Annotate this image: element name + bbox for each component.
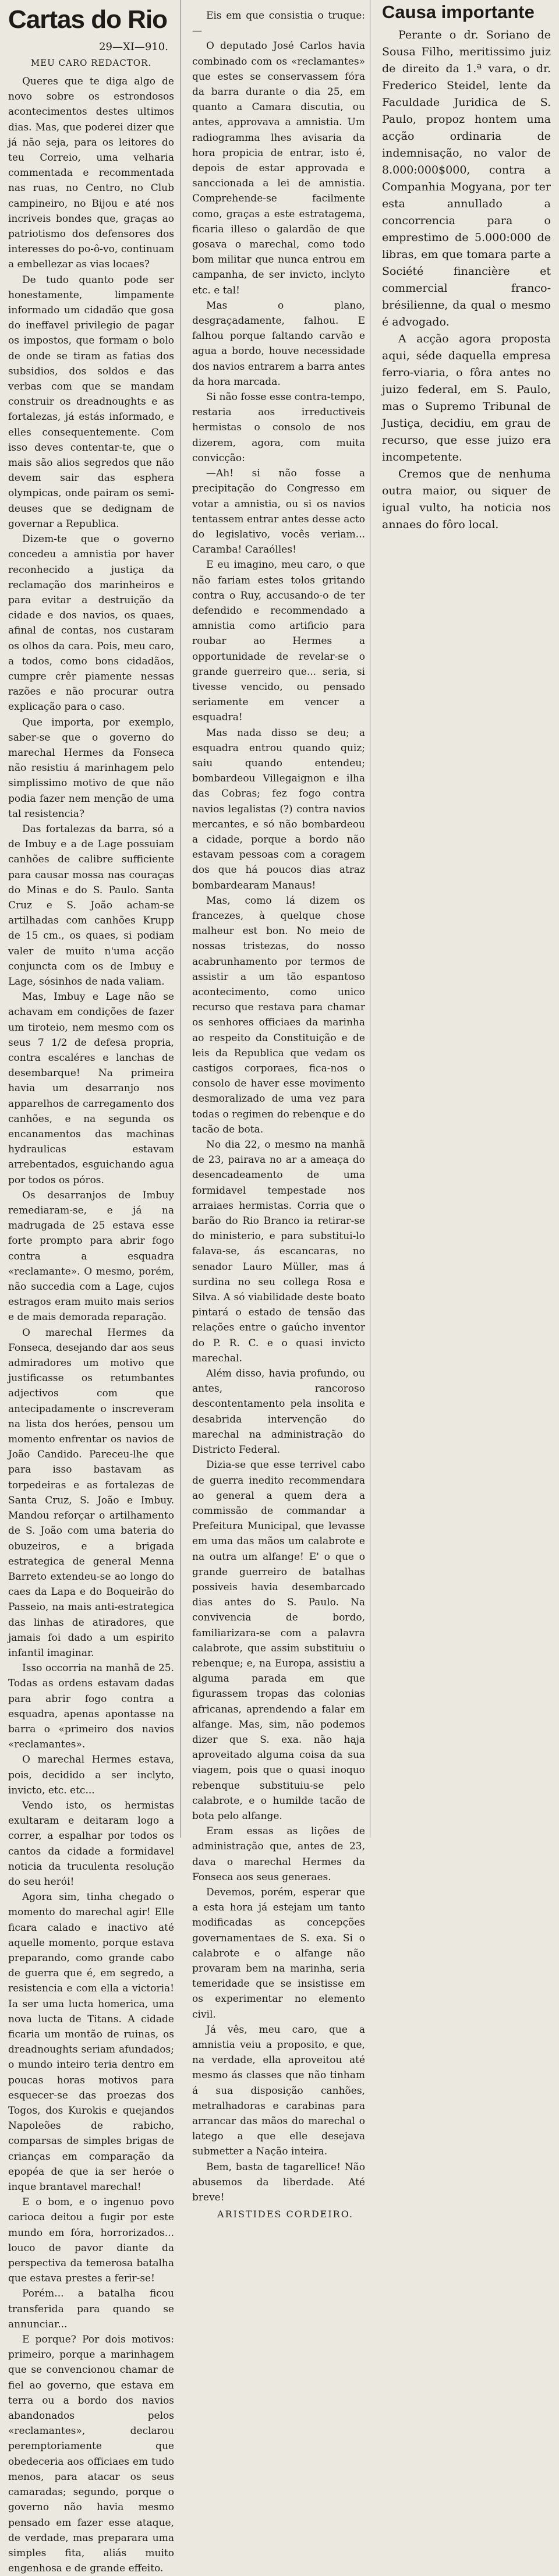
article-body-part-1: [8, 74, 174, 2576]
paragraph: E eu imagino, meu caro, o que não fariam estes tolos gritando contra o Ruy, accusando-o de ter defendido e recommendado a amnistia como artificio para roubar ao Hermes a opportunidade de revelar-se o grande guerreiro que... seria, si tivesse vencido, ou pensado seriamente em vencer a esquadra!: [192, 559, 365, 724]
paragraph: Dizem-te que o governo concedeu a amnistia por haver reconhecido a justiça da reclamação dos marinheiros e para evitar a destruição da cidade e dos navios, os quaes, afinal de contas, nos custaram os olhos da cara. Pois, meu caro, a todos, como bons cidadãos, cumpre crêr piamente nessas razões e não procurar outra explicação para o caso.: [8, 533, 174, 713]
paragraph: Porém... a batalha ficou transferida para quando se annunciar...: [8, 2288, 174, 2330]
causa-title: Causa importante: [382, 2, 535, 22]
article-body-part-2: [192, 8, 365, 2205]
causa-body: [382, 27, 551, 533]
paragraph: E o bom, e o ingenuo povo carioca deitou a fugir por este mundo em fóra, horrorizados... louco de pavor diante da perspectiva da temerosa batalha que estava prestes a ferir-se!: [8, 2196, 174, 2285]
paragraph: A acção agora proposta aqui, séde daquella empresa ferro-viaria, o fôra antes no juizo federal, em S. Paulo, mas o Supremo Tribunal de Justiça, decidiu, em grau de recurso, que esse juizo era incompetente.: [382, 332, 551, 463]
paragraph: Isso occorria na manhã de 25. Todas as ordens estavam dadas para abrir fogo contra a esquadra, apenas apontasse na barra o «primeiro dos navios «reclamantes».: [8, 1662, 174, 1751]
paragraph: Bem, basta de tagarellice! Não abusemos da liberdade. Até breve!: [192, 2161, 365, 2204]
paragraph: E porque? Por dois motivos: primeiro, porque a marinhagem que se convencionou chamar de fiel ao governo, que estava em terra ou a bordo dos navios abandonados pelos «reclamantes», declarou peremptoriamente que obedeceria aos officiaes em tudo menos, para atacar os seus camaradas; segundo, porque o governo não havia mesmo pensado em fazer esse ataque, de verdade, mas preparara uma simples fita, aliás muito engenhosa e de grande effeito.: [8, 2334, 174, 2575]
paragraph: Os desarranjos de Imbuy remediaram-se, e já na madrugada de 25 estava esse forte prompto para abrir fogo contra a esquadra «reclamante». O mesmo, porém, não succedia com a Lage, cujos estragos eram muito mais serios e de mais demorada reparação.: [8, 1189, 174, 1324]
paragraph: Mas, como lá dizem os francezes, à quelque chose malheur est bon. No meio de nossas tristezas, do nosso acabrunhamento por termos de assistir a um tão espantoso acontecimento, como unico recurso que restava para chamar os senhores officiaes da marinha ao respeito da Constituição e de leis da Republica que vedam os castigos corporaes, fica-nos o consolo de haver esse movimento desmoralizado de uma vez para todas o regimen do rebenque e do tacão de bota.: [192, 894, 365, 1135]
column-cartas-right: [186, 0, 370, 2220]
paragraph: Que importa, por exemplo, saber-se que o governo do marechal Hermes da Fonseca não resistiu á marinhagem pelo simplissimo motivo de que não podia fazer nem menção de uma tal resistencia?: [8, 716, 174, 820]
paragraph: Já vês, meu caro, que a amnistia veiu a proposito, e que, na verdade, ella aproveitou até mesmo ás classes que não tinham á sua disposição canhões, metralhadoras e carabinas para arrancar das mãos do marechal o latego a que elle desejava submetter a Nação inteira.: [192, 2023, 365, 2158]
paragraph: Mas nada disso se deu; a esquadra entrou quando quiz; saiu quando entendeu; bombardeou Villegaignon e ilha das Cobras; fez fogo contra navios legalistas (?) contra navios mercantes, e só não bombardeou a cidade, porque a bordo não estavam pessoas com a coragem dos que há poucos dias atraz bombardearam Manaus!: [192, 727, 365, 891]
paragraph: Das fortalezas da barra, só a de Imbuy e a de Lage possuiam canhões de calibre sufficiente para causar mossa nas couraças do Minas e do S. Paulo. Santa Cruz e S. João acham-se artilhadas com canhões Krupp de 15 cm., os quaes, si podiam valer de muito n'uma acção conjuncta com os de Imbuy e Lage, sósinhos de nada valiam.: [8, 823, 174, 988]
paragraph: Além disso, havia profundo, ou antes, rancoroso descontentamento pela insolita e desabrida intervenção do marechal na administração do Districto Federal.: [192, 1368, 365, 1456]
author-signature: ARISTIDES CORDEIRO.: [217, 2209, 353, 2220]
paragraph: Cremos que de nenhuma outra maior, ou siquer de igual vulto, ha noticia nos annaes do fôro local.: [382, 468, 551, 531]
paragraph: O marechal Hermes da Fonseca, desejando dar aos seus admiradores um motivo que justificasse os retumbantes adjectivos com que antecipadamente o inscreveram na lista dos heróes, pensou um momento enfrentar os navios de João Candido. Pareceu-lhe que para isso bastavam as torpedeiras e as fortalezas de Santa Cruz, S. João e Imbuy. Mandou reforçar o artilhamento de S. João com uma bateria do obuzeiros, e a brigada estrategica de general Menna Barreto extendeu-se ao longo do caes da Lapa e do Boqueirão do Passeio, na mais anti-estrategica das linhas de atiradores, que jamais foi dado a um espirito infantil imaginar.: [8, 1326, 174, 1659]
paragraph: Dizia-se que esse terrivel cabo de guerra inedito recommendara ao general a quem dera a commissão de commandar a Prefeitura Municipal, que levasse em uma das mãos um calabrote e na outra um alfange! E' o que o grande guerreiro de batalhas possiveis havia desembarcado dias antes do S. Paulo. Na convivencia de bordo, familiarizara-se com a palavra calabrote, que assim substituiu o rebenque; e, na Europa, assistiu a alguma parada em que figurassem tropas das colonias africanas, aprendendo a falar em alfange. Mas, sim, não podemos dizer que S. exa. não haja aproveitado alguma coisa da sua viagem, pois que o quasi inoquo rebenque substituiu-se pelo calabrote, e o humilde tacão de bota pelo alfange.: [192, 1459, 365, 1822]
paragraph: Mas o plano, desgraçadamente, falhou. E falhou porque faltando carvão e agua a bordo, houve necessidade dos navios entrarem a barra antes da hora marcada.: [192, 299, 365, 388]
article-date: 29—XI—910.: [99, 41, 168, 53]
paragraph: Perante o dr. Soriano de Sousa Filho, meritissimo juiz de direito da 1.ª vara, o dr. Frederico Steidel, lente da Faculdade Juridica de S. Paulo, propoz hontem uma acção ordinaria de indemnisação, no valor de 8.000:000$000, contra a Companhia Mogyana, por ter esta annullado a concorrencia para o emprestimo de 5.000:000 de libras, em que tomara parte a Société financière et commercial franco-brésilienne, da qual o mesmo é advogado.: [382, 29, 551, 328]
column-cartas-left: [0, 0, 181, 2575]
paragraph: Si não fosse esse contra-tempo, restaria aos irreductiveis hermistas o consolo de nos dizerem, agora, com muita convicção:: [192, 391, 365, 464]
paragraph: O deputado José Carlos havia combinado com os «reclamantes» que estes se conservassem fóra da barra durante o dia 25, em quanto a Camara discutia, ou antes, approvava a amnistia. Um radiogramma lhes avisaria da hora propicia de entrar, isto é, depois de estar approvada e sanccionada a lei de amnistia. Comprehende-se facilmente como, graças a este estratagema, ficaria illeso o galardão de que gosava o marechal, como todo bom militar que nunca entrou em campanha, de ser invicto, inclyto etc. e tal!: [192, 40, 365, 296]
paragraph: Mas, Imbuy e Lage não se achavam em condições de fazer um tiroteio, nem mesmo com os seus 7 1/2 de defesa propria, contra escaléres e lanchas de desembarque! Na primeira havia um desarranjo nos apparelhos de carregamento dos canhões, e na segunda os encanamentos das machinas hydraulicas estavam arrebentados, esguichando agua por todos os póros.: [8, 991, 174, 1186]
paragraph: Eis em que consistia o truque:—: [192, 10, 365, 37]
paragraph: Agora sim, tinha chegado o momento do marechal agir! Elle ficara calado e inactivo até aquelle momento, porque estava preparando, como grande cabo de guerra que é, em segredo, a resistencia e com ella a victoria! Ia ser uma lucta homerica, uma nova lucta de Titans. A cidade ficaria um montão de ruinas, os dreadnoughts seriam afundados; o mundo inteiro teria dentro em poucas horas motivos para esquecer-se das proezas dos Togos, dos Kurokis e quejandos Napoleões de rabicho, comparsas de simples brigas de crianças em comparação da epopéa de que ia ser heróe o inque brantavel marechal!: [8, 1891, 174, 2193]
article-title: Cartas do Rio: [8, 5, 168, 34]
paragraph: No dia 22, o mesmo na manhã de 23, pairava no ar a ameaça do desencadeamento de uma formidavel tempestade nos arraiaes hermistas. Corria que o barão do Rio Branco ia retirar-se do ministerio, e para substitui-lo falava-se, ás escancaras, no senador Lauro Müller, mas á surdina no seu collega Rosa e Silva. A só viabilidade deste boato pintará o estado de tensão das relações entre o gaúcho inventor do P. R. C. e o quasi invicto marechal.: [192, 1139, 365, 1364]
paragraph: O marechal Hermes estava, pois, decidido a ser inclyto, invicto, etc. etc...: [8, 1754, 174, 1796]
paragraph: —Ah! si não fosse a precipitação do Congresso em votar a amnistia, ou si os navios tentassem entrar antes desse acto do legislativo, vocês veriam... Caramba! Caraólles!: [192, 468, 365, 556]
column-causa-importante: [376, 0, 559, 1838]
paragraph: Eram essas as lições de administração que, antes de 23, dava o marechal Hermes da Fonseca aos seus generaes.: [192, 1825, 365, 1883]
paragraph: Vendo isto, os hermistas exultaram e deitaram logo a correr, a espalhar por todos os cantos da cidade a formidavel noticia da truculenta resolução do seu herói!: [8, 1799, 174, 1888]
paragraph: Queres que te diga algo de novo sobre os estrondosos acontecimentos destes ultimos dias. Mas, que poderei dizer que já não seja, para os leitores do teu Correio, uma velharia commentada e recommentada nas ruas, no Centro, no Club campineiro, no Bijou e até nos incriveis bondes que, graças ao patriotismo dos defensores dos interesses do po-ô-vo, continuam a embellezar as vias locaes?: [8, 76, 174, 271]
paragraph: De tudo quanto pode ser honestamente, limpamente informado um cidadão que gosa do ineffavel privilegio de pagar os impostos, que formam o bolo de onde se tiram as fatias dos subsidios, dos soldos e das verbas com que se mandam construir os dreadnoughts e as fortalezas, já estás informado, e elles consequentemente. Com isso deves contentar-te, que o mais são alios segredos que não devem sair das esphera olympicas, onde pairam os semi-deuses que se dedignam de governar a Republica.: [8, 274, 174, 530]
paragraph: Devemos, porém, esperar que a esta hora já estejam um tanto modificadas as concepções governamentaes de S. exa. Si o calabrote e o alfange não provaram bem na marinha, seria temeridade que se insistisse em os experimentar no elemento civil.: [192, 1886, 365, 2021]
salutation: MEU CARO REDACTOR.: [30, 58, 152, 68]
